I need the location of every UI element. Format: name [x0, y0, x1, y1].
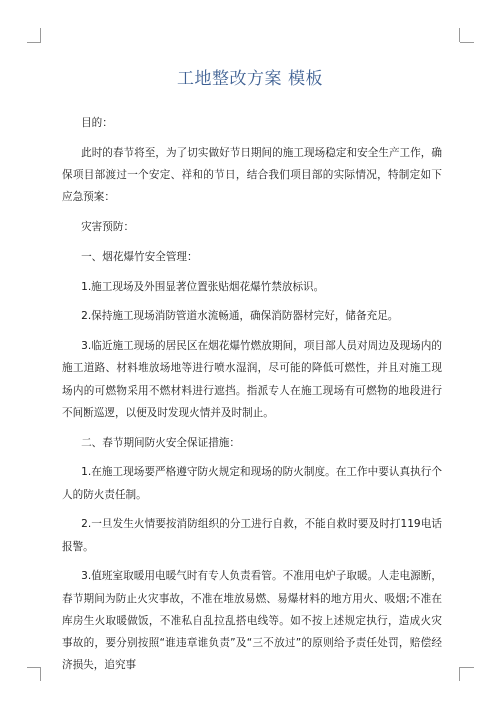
- crop-mark-top-right-h: [460, 42, 474, 43]
- paragraph: 灾害预防：: [81, 221, 135, 233]
- document-title: 工地整改方案 模板: [177, 69, 323, 89]
- paragraph: 目的：: [81, 117, 113, 129]
- crop-mark-bottom-right-h: [460, 667, 474, 668]
- crop-mark-top-left: [40, 28, 41, 42]
- paragraph: 3.值班室取暖用电暖气时有专人负责看管。不准用电炉子取暖。人走电源断，春节期间为防止火灾事故，不准在堆放易燃、易爆材料的地方用火、吸烟;不准在库房生火取暖做饭，不准私自乱拉乱搭电线等。如不按上述规定执行，造成火灾事故的，要分别按照“谁违章谁负责”及“三不放过”的原则给予责任处罚，赔偿经济损失，追究事: [62, 570, 442, 672]
- document-body: [62, 112, 442, 676]
- paragraph: 3.临近施工现场的居民区在烟花爆竹燃放期间，项目部人员对周边及现场内的施工道路、材料堆放场地等进行喷水湿润，尽可能的降低可燃性，并且对施工现场内的可燃物采用不燃材料进行遮挡。指派专人在施工现场有可燃物的地段进行不间断巡逻，以便及时发现火情并及时制止。: [62, 340, 442, 419]
- paragraph: 二、春节期间防火安全保证措施：: [81, 436, 240, 449]
- paragraph: 1.施工现场及外围显著位置张贴烟花爆竹禁放标识。: [81, 280, 325, 293]
- crop-mark-bottom-left-h: [27, 667, 41, 668]
- crop-mark-top-right: [459, 28, 460, 42]
- crop-mark-top-left-h: [27, 42, 41, 43]
- paragraph: 一、烟花爆竹安全管理：: [81, 250, 198, 263]
- crop-mark-bottom-right: [459, 667, 460, 681]
- paragraph: 1.在施工现场要严格遵守防火规定和现场的防火制度。在工作中要认真执行个人的防火责任制。: [62, 466, 442, 501]
- crop-mark-bottom-left: [40, 667, 41, 681]
- paragraph: 2.保持施工现场消防管道水流畅通，确保消防器材完好，储备充足。: [81, 310, 399, 323]
- paragraph: 2.一旦发生火情要按消防组织的分工进行自救，不能自救时要及时打119电话报警。: [62, 518, 442, 553]
- paragraph: 此时的春节将至，为了切实做好节日期间的施工现场稳定和安全生产工作，确保项目部渡过一个安定、祥和的节日，结合我们项目部的实际情况，特制定如下应急预案：: [62, 146, 442, 204]
